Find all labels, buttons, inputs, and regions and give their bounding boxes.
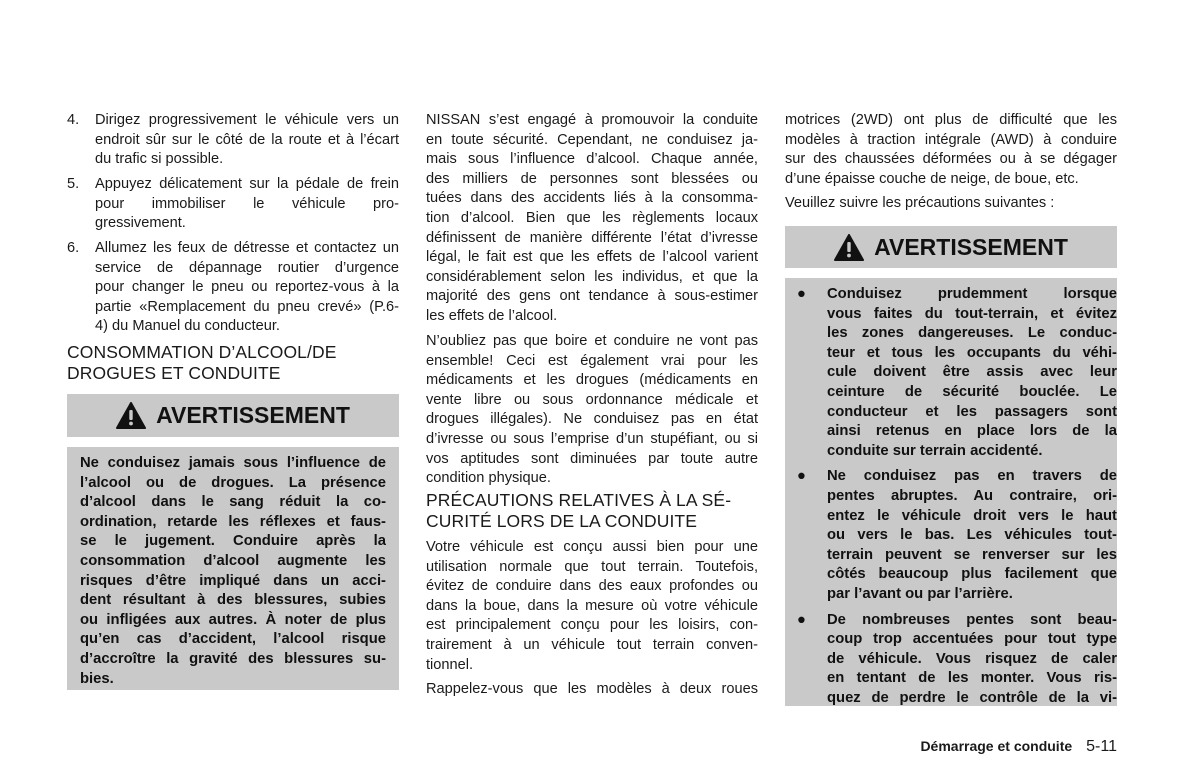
text-line: d’alcool dans le sang réduit la co- [80,494,386,511]
text-line: tuées dans des accidents liés à la consomma- [426,190,758,207]
text-line: Votre véhicule est conçu aussi bien pour une [426,539,758,555]
heading-line: CONSOMMATION D’ALCOOL/DE [67,342,337,362]
text-line: motrices (2WD) ont plus de difficulté que les [785,112,1117,128]
text-line: des milliers de personnes sont blessées ou [426,170,758,187]
text-line: définissent de manière différente l’état d’ivresse [426,229,758,246]
list-item-text [95,239,399,337]
warning-bullet-item [789,467,1117,604]
text-line: par l’avant ou par l’arrière. [827,585,1013,602]
text-line: ainsi retenus en place lors de la [827,423,1117,440]
text-line: terrain peuvent se renverser sur les [827,546,1117,563]
text-line: dent résultant à des blessures, subies [80,592,386,609]
text-line: légal, le fait est que les effets de l’alcool varient [426,249,758,266]
text-line: tionnel. [426,656,474,673]
text-line: considérablement selon les individus, et que la [426,268,758,285]
section-heading-alcohol [67,342,399,384]
text-line: conduite sur terrain accidenté. [827,442,1043,459]
text-line: Conduisez prudemment lorsque [827,286,1117,302]
text-line: tion d’alcool. Bien que les règlements locaux [426,209,758,226]
text-line: d’une épaisse couche de neige, de boue, etc. [785,170,1079,187]
text-line: d’ivresse ou sous l’emprise d’un stupéfiant, ou si [426,430,758,447]
text-line: pour changer le pneu ou reportez-vous à la [95,279,399,296]
paragraph-vehicle-use [426,538,758,675]
list-number: 6. [67,240,80,256]
warning-bullet-item [789,285,1117,461]
text-line: ensemble! Ceci est également vrai pour les [426,352,758,369]
text-line: sur des chaussées déformées ou à se dégager [785,151,1117,168]
bullet-icon: ● [797,286,806,302]
text-line: en toute sécurité. Cependant, ne conduisez ja- [426,131,758,148]
paragraph-nissan-commitment [426,111,758,327]
text-line: 4) du Manuel du conducteur. [95,318,280,335]
paragraph-drink-drive [426,332,758,489]
list-item-5 [67,175,399,234]
bullet-icon: ● [797,468,806,485]
text-line: est principalement conçu pour les loisirs, con- [426,617,758,634]
warning-triangle-icon [834,234,864,261]
paragraph-2wd [426,680,758,700]
text-line: coup trop accentuées pour tout type [827,631,1117,648]
text-line: consommation d’alcool augmente les [80,552,386,569]
text-line: Appuyez délicatement sur la pédale de frein [95,176,399,192]
text-line: Dirigez progressivement le véhicule vers un [95,112,399,128]
text-line: trairement à un véhicule tout terrain conven- [426,636,758,653]
text-line: ceinture de sécurité bouclée. Le [827,383,1117,400]
text-line: du trafic si possible. [95,151,224,168]
warning-triangle-icon [116,402,146,429]
text-line: Ne conduisez jamais sous l’influence de [80,455,386,471]
heading-line: DROGUES ET CONDUITE [67,363,281,383]
text-line: bies. [80,670,114,687]
list-number: 5. [67,176,80,192]
text-line: les effets de l’alcool. [426,307,558,324]
text-line: endroit sûr sur le côté de la route et à l’écart [95,131,399,148]
text-line: De nombreuses pentes sont beau- [827,611,1117,628]
text-line: vous faites du tout-terrain, et évitez [827,305,1117,322]
text-line: évitez de conduire dans des eaux profondes ou [426,578,758,595]
paragraph-2wd-cont [785,111,1117,189]
section-heading-safety [426,490,758,532]
bullet-text [827,611,1117,709]
text-line: de véhicule. Vous risquez de caler [827,650,1117,667]
text-line: ordination, retarde les réflexes et faus- [80,513,386,530]
text-line: dans la boue, dans la mesure où votre véhicule [426,597,758,614]
warning-header [67,394,399,437]
text-line: côtés beaucoup plus facilement que [827,566,1117,583]
heading-line: CURITÉ LORS DE LA CONDUITE [426,511,697,531]
text-line: N’oubliez pas que boire et conduire ne vont pas [426,333,758,349]
text-line: majorité des gens ont tendance à sous-estimer [426,288,758,305]
paragraph-precautions-intro [785,194,1117,214]
text-line: NISSAN s’est engagé à promouvoir la conduite [426,112,758,128]
text-line: Allumez les feux de détresse et contactez un [95,240,399,256]
bullet-text [827,285,1117,461]
text-line: qu’en cas d’accident, l’alcool risque [80,631,386,648]
page-number: 5-11 [1086,738,1117,755]
warning-bullets [789,285,1117,714]
text-line: conducteur et les passagers sont [827,403,1117,420]
text-line: quez de perdre le contrôle de la vi- [827,689,1117,706]
list-item-6 [67,239,399,337]
warning-title: AVERTISSEMENT [874,233,1068,260]
text-line: utilisation normale que tout terrain. Toutefois, [426,558,758,575]
text-line: les zones dangereuses. Le conduc- [827,325,1117,342]
text-line: d’accroître la gravité des blessures su- [80,650,386,667]
heading-line: PRÉCAUTIONS RELATIVES À LA SÉ- [426,490,732,510]
list-number: 4. [67,112,80,128]
text-line: Veuillez suivre les précautions suivantes : [785,195,1055,211]
list-item-text [95,111,399,170]
warning-header [785,226,1117,268]
warning-divider [785,268,1117,278]
text-line: se le jugement. Conduire après la [80,533,386,550]
text-line: Ne conduisez pas en travers de [827,468,1117,485]
text-line: pour immobiliser le véhicule pro- [95,195,399,212]
text-line: en tentant de les monter. Vous ris- [827,670,1117,687]
warning-divider [67,437,399,447]
text-line: ou vers le bas. Les véhicules tout- [827,527,1117,544]
warning-bullet-item [789,611,1117,709]
text-line: service de dépannage routier d’urgence [95,259,399,276]
text-line: risques d’être impliqué dans un acci- [80,572,386,589]
list-item-text [95,175,399,234]
text-line: partie «Remplacement du pneu crevé» (P.6- [95,298,399,315]
text-line: drogues illégales). Ne conduisez pas en état [426,411,758,428]
warning-box-alcohol [67,394,399,690]
text-line: gressivement. [95,215,186,232]
text-line: ou infligées aux autres. À noter de plus [80,611,386,628]
text-line: modèles à traction intégrale (AWD) à conduire [785,131,1117,148]
bullet-icon: ● [797,611,806,628]
text-line: l’alcool ou de drogues. La présence [80,474,386,491]
bullet-text [827,467,1117,604]
text-line: condition physique. [426,470,551,487]
text-line: vente libre ou sous ordonnance médicale et [426,391,758,408]
text-line: teur et tous les occupants du véhi- [827,344,1117,361]
warning-title: AVERTISSEMENT [156,402,350,428]
text-line: cule doivent être assis avec leur [827,364,1117,381]
list-item-4 [67,111,399,170]
warning-box-offroad [785,226,1117,706]
text-line: pentes abruptes. Au contraire, ori- [827,487,1117,504]
warning-text [80,454,386,689]
text-line: entez le véhicule droit vers le haut [827,507,1117,524]
page-footer [920,738,1117,756]
text-line: Rappelez-vous que les modèles à deux roues [426,681,758,697]
text-line: vos aptitudes sont diminuées par toute autre [426,450,758,467]
text-line: médicaments et les drogues (médicaments en [426,372,758,389]
footer-section-title: Démarrage et conduite [920,738,1073,754]
text-line: mais sous l’influence d’alcool. Chaque année, [426,151,758,168]
